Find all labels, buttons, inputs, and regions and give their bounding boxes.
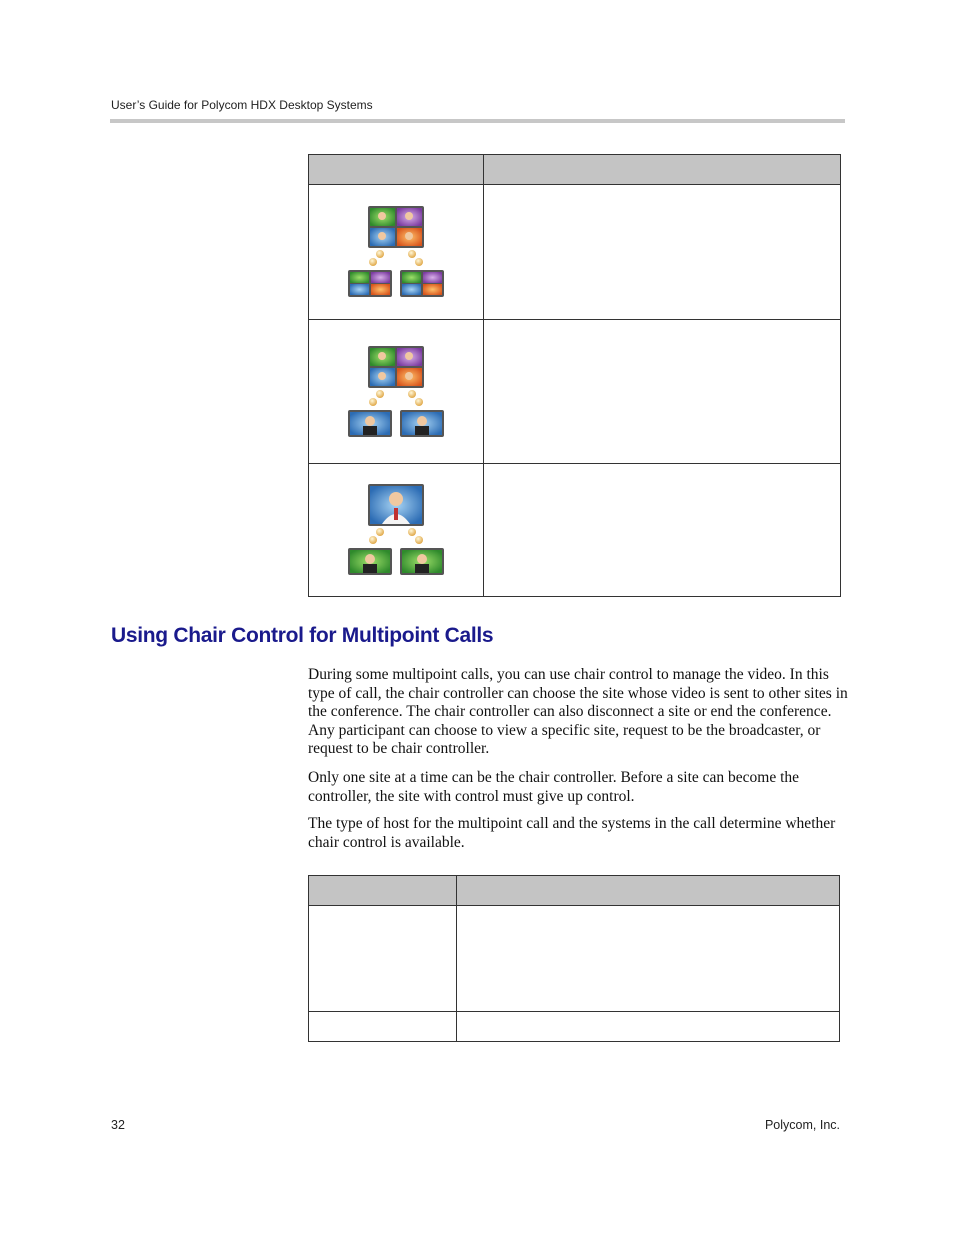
- host-table: [308, 875, 840, 1042]
- table-cell: [309, 906, 457, 1012]
- table-cell-icon: [309, 464, 484, 597]
- table-row: [309, 320, 841, 464]
- table-header-cell: [309, 155, 484, 185]
- table-cell-description: [483, 320, 840, 464]
- body-paragraph: The type of host for the multipoint call and the systems in the call determine whether chair control is available.: [308, 815, 836, 851]
- running-header: User’s Guide for Polycom HDX Desktop Systems: [111, 98, 373, 112]
- table-cell-description: [483, 464, 840, 597]
- table-row: [309, 906, 840, 1012]
- table-cell-icon: [309, 320, 484, 464]
- table-cell-description: [483, 185, 840, 320]
- table-cell: [456, 1012, 839, 1042]
- table-row: [309, 1012, 840, 1042]
- section-title: Using Chair Control for Multipoint Calls: [111, 624, 494, 647]
- header-rule: [110, 119, 845, 123]
- footer-company: Polycom, Inc.: [764, 1118, 840, 1132]
- table-header-cell: [483, 155, 840, 185]
- table-cell: [309, 1012, 457, 1042]
- body-paragraph: During some multipoint calls, you can use chair control to manage the video. In this type of call, the chair controller can choose the site whose video is sent to other sites in the conference. The chair controller can also disconnect a site or end the conference. Any participant can choose to view a specific site, request to be the broadcaster, or request to be chair controller.: [308, 666, 848, 758]
- table-cell-icon: [309, 185, 484, 320]
- multipoint-speaker-view-icon: [346, 482, 446, 578]
- multipoint-cascade-grid-icon: [346, 204, 446, 300]
- multipoint-cascade-mixed-icon: [346, 344, 446, 440]
- table-row: [309, 464, 841, 597]
- table-header-row: [309, 155, 841, 185]
- table-header-cell: [456, 876, 839, 906]
- layout-table: [308, 154, 841, 597]
- table-row: [309, 185, 841, 320]
- table-cell: [456, 906, 839, 1012]
- table-header-row: [309, 876, 840, 906]
- table-header-cell: [309, 876, 457, 906]
- page-number: 32: [111, 1118, 125, 1132]
- body-paragraph: Only one site at a time can be the chair controller. Before a site can become the controller, the site with control must give up control.: [308, 769, 800, 805]
